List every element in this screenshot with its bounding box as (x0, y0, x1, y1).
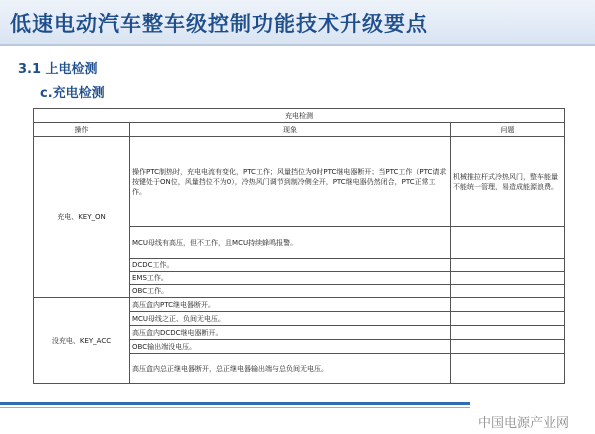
phenomenon-cell: MCU母线之正、负间无电压。 (130, 312, 451, 326)
problem-cell-empty (451, 340, 565, 354)
table-caption-row (34, 109, 565, 123)
problem-cell-empty (451, 326, 565, 340)
table-caption: 充电检测 (34, 109, 565, 123)
header-op: 操作 (34, 123, 130, 137)
table-row (34, 137, 565, 227)
phenomenon-cell: OBC输出端没电压。 (130, 340, 451, 354)
op-cell-not-charging: 没充电、KEY_ACC (34, 298, 130, 384)
footer-divider-thin (0, 407, 470, 408)
phenomenon-cell: 高压盒内总正继电器断开，总正继电器输出端与总负间无电压。 (130, 354, 451, 384)
op-cell-charging: 充电、KEY_ON (34, 137, 130, 298)
table-header-row (34, 123, 565, 137)
header-problem: 问题 (451, 123, 565, 137)
watermark: 中国电源产业网 (478, 416, 570, 431)
phenomenon-cell: 高压盒内DCDC继电器断开。 (130, 326, 451, 340)
problem-cell-empty (451, 259, 565, 272)
problem-cell-empty (451, 354, 565, 384)
phenomenon-cell: OBC工作。 (130, 285, 451, 298)
phenomenon-cell: MCU母线有高压，但不工作，且MCU持续蜂鸣报警。 (130, 227, 451, 259)
charge-detection-table (33, 108, 565, 384)
phenomenon-cell: EMS工作。 (130, 272, 451, 285)
section-heading: 3.1 上电检测 (18, 62, 98, 77)
page-title: 低速电动汽车整车级控制功能技术升级要点 (10, 12, 428, 36)
problem-cell-empty (451, 272, 565, 285)
phenomenon-cell: DCDC工作。 (130, 259, 451, 272)
problem-cell-empty (451, 285, 565, 298)
problem-cell-empty (451, 227, 565, 259)
phenomenon-cell: 操作PTC制热时，充电电流有变化，PTC工作；风量挡位为0时PTC继电器断开；当PTC工作（PTC请求按键处于ON位，风量挡位不为0），冷热风门调节到制冷侧全开，PTC继电器仍然闭合，PTC正常工作。 (130, 137, 451, 227)
header-phenomenon: 现象 (130, 123, 451, 137)
footer-divider (0, 402, 470, 405)
title-bar (0, 0, 595, 46)
problem-cell-empty (451, 312, 565, 326)
phenomenon-cell: 高压盒内PTC继电器断开。 (130, 298, 451, 312)
problem-cell: 机械推拉杆式冷热风门，整车能量不能统一管理，易造成能源浪费。 (451, 137, 565, 227)
problem-cell-empty (451, 298, 565, 312)
table-row (34, 298, 565, 312)
subsection-heading: c.充电检测 (40, 86, 105, 101)
